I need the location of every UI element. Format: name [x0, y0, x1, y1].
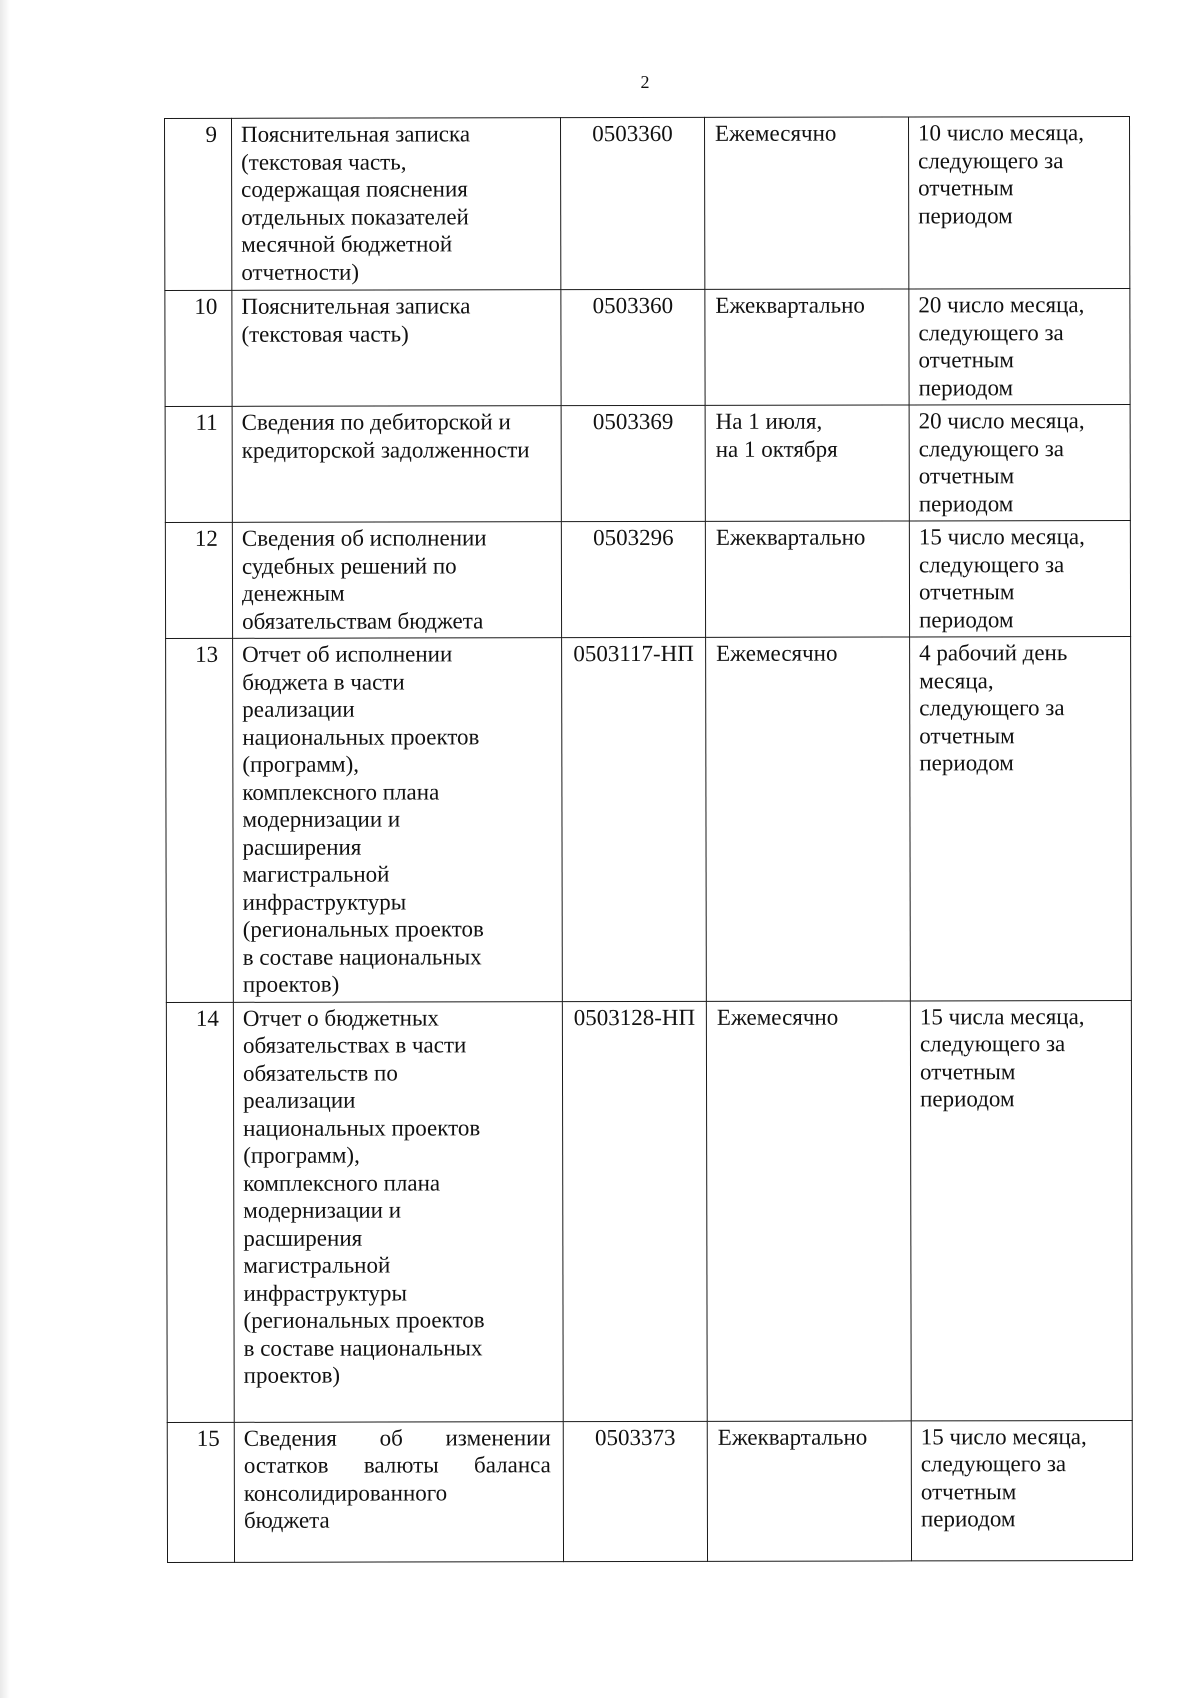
report-name-line: отдельных показателей: [241, 203, 469, 230]
periodicity-cell: [705, 289, 909, 405]
deadline-cell: [909, 288, 1130, 404]
report-name-line: (программ),: [243, 1142, 360, 1168]
form-code-cell: 0503360: [561, 117, 705, 289]
deadline-cell: [908, 116, 1129, 288]
report-name-line: бюджета: [243, 1507, 330, 1533]
deadline-cell: [911, 1420, 1132, 1560]
form-code-cell: 0503296: [561, 521, 705, 637]
periodicity-line: Ежеквартально: [715, 524, 866, 550]
report-name-line: Пояснительная записка: [241, 293, 471, 319]
report-name-line: магистральной: [243, 1252, 391, 1278]
report-name-cell: [234, 1421, 563, 1562]
deadline-line: следующего за: [918, 551, 1065, 577]
report-name-line: Сведения об изменении: [243, 1424, 551, 1451]
report-name-cell: [232, 522, 561, 639]
periodicity-cell: [706, 637, 911, 1001]
deadline-line: следующего за: [919, 695, 1065, 721]
periodicity-cell: [705, 405, 909, 521]
report-name-line: (региональных проектов: [243, 1307, 485, 1333]
report-name-cell: [233, 1001, 563, 1422]
deadline-line: 10 число месяца,: [918, 120, 1085, 146]
deadline-line: следующего за: [920, 1451, 1067, 1477]
report-name-line: остатков валюты баланса: [243, 1452, 551, 1478]
form-code-cell: 0503373: [563, 1421, 707, 1561]
report-name-line: бюджета в части: [242, 668, 405, 695]
report-name-cell: [232, 406, 561, 523]
report-name-line: Сведения по дебиторской и: [241, 409, 511, 435]
deadline-line: 15 число месяца,: [918, 524, 1085, 550]
report-name-line: реализации: [242, 696, 355, 722]
deadline-line: периодом: [918, 490, 1014, 516]
deadline-line: следующего за: [918, 435, 1065, 461]
deadline-line: отчетным: [919, 722, 1015, 748]
form-code-cell: 0503369: [561, 405, 705, 521]
row-number-cell: 14: [166, 1002, 234, 1422]
report-name-line: национальных проектов: [242, 723, 480, 750]
page-number: 2: [640, 72, 650, 92]
report-name-line: Пояснительная записка: [241, 121, 471, 147]
report-name-line: (текстовая часть): [241, 320, 409, 347]
report-name-line: кредиторской задолженности: [241, 436, 530, 463]
deadline-cell: [909, 404, 1130, 520]
reporting-forms-table: [164, 116, 1133, 1563]
table-row: [165, 116, 1130, 290]
report-name-line: расширения: [242, 834, 362, 860]
row-number-cell: 11: [165, 406, 232, 522]
report-name-line: месячной бюджетной: [241, 231, 453, 257]
deadline-line: следующего за: [919, 1031, 1066, 1057]
report-name-line: реализации: [243, 1087, 356, 1113]
report-name-cell: [232, 290, 561, 407]
form-code-cell: 0503360: [561, 289, 705, 405]
periodicity-cell: [706, 1000, 911, 1420]
table-row: [165, 288, 1130, 406]
report-name-line: инфраструктуры: [242, 888, 407, 915]
report-name-line: отчетности): [241, 259, 360, 285]
deadline-line: отчетным: [918, 579, 1015, 605]
periodicity-line: Ежемесячно: [716, 1004, 839, 1030]
periodicity-cell: [705, 521, 909, 637]
report-name-line: модернизации и: [243, 1197, 402, 1223]
periodicity-cell: [704, 117, 908, 289]
table-row: [166, 1000, 1132, 1422]
report-name-line: (региональных проектов: [242, 916, 484, 942]
row-number-cell: 15: [167, 1422, 234, 1562]
deadline-line: отчетным: [918, 463, 1015, 489]
report-name-line: Отчет о бюджетных: [242, 1004, 439, 1031]
report-name-line: обязательств по: [242, 1060, 398, 1086]
deadline-cell: [910, 1000, 1132, 1420]
deadline-line: отчетным: [918, 175, 1014, 201]
table-row: [165, 404, 1130, 522]
form-code-cell: 0503117-НП: [562, 637, 707, 1001]
deadline-line: следующего за: [918, 147, 1064, 173]
deadline-line: 15 числа месяца,: [919, 1003, 1085, 1029]
report-name-line: обязательствам бюджета: [242, 607, 484, 634]
periodicity-line: Ежеквартально: [717, 1424, 868, 1450]
report-name-line: содержащая пояснения: [241, 176, 468, 202]
periodicity-line: Ежемесячно: [715, 120, 837, 146]
report-name-line: комплексного плана: [242, 778, 440, 805]
report-name-line: расширения: [243, 1225, 363, 1251]
report-name-cell: [232, 118, 561, 291]
table-row: [166, 636, 1132, 1002]
deadline-line: 20 число месяца,: [918, 408, 1085, 434]
report-name-cell: [233, 638, 563, 1002]
periodicity-line: Ежеквартально: [715, 292, 865, 318]
deadline-line: периодом: [919, 750, 1014, 776]
report-name-line: в составе национальных: [243, 1334, 483, 1361]
report-name-line: консолидированного: [243, 1479, 448, 1506]
deadline-line: следующего за: [918, 319, 1064, 345]
deadline-line: периодом: [918, 374, 1014, 400]
periodicity-cell: [707, 1420, 911, 1560]
deadline-line: месяца,: [919, 667, 994, 693]
deadline-line: 15 число месяца,: [920, 1423, 1087, 1449]
deadline-cell: [910, 636, 1132, 1000]
scan-page-edge: [0, 0, 10, 1698]
deadline-line: периодом: [920, 1086, 1015, 1112]
report-name-line: (программ),: [242, 751, 360, 777]
report-name-line: проектов): [242, 971, 340, 997]
periodicity-line: Ежемесячно: [716, 640, 838, 666]
deadline-line: 4 рабочий день: [919, 640, 1068, 666]
periodicity-line: На 1 июля,: [715, 408, 823, 434]
report-name-line: Сведения об исполнении: [241, 525, 487, 551]
deadline-cell: [909, 520, 1130, 636]
report-name-line: национальных проектов: [243, 1114, 481, 1141]
deadline-line: отчетным: [918, 347, 1014, 373]
row-number-cell: 12: [165, 522, 232, 638]
report-name-line: магистральной: [242, 861, 390, 887]
report-name-line: судебных решений по: [241, 552, 457, 579]
report-name-line: Отчет об исполнении: [242, 641, 453, 667]
deadline-line: периодом: [920, 1506, 1016, 1532]
report-name-line: денежным: [241, 580, 345, 606]
deadline-line: отчетным: [919, 1058, 1016, 1084]
report-name-line: обязательствах в части: [242, 1032, 467, 1058]
form-code-cell: 0503128-НП: [562, 1001, 707, 1421]
report-name-line: комплексного плана: [243, 1169, 441, 1196]
report-name-line: в составе национальных: [242, 943, 482, 970]
report-name-line: (текстовая часть,: [241, 148, 407, 175]
row-number-cell: 13: [166, 638, 234, 1002]
deadline-line: отчетным: [920, 1478, 1017, 1504]
report-name-line: проектов): [243, 1362, 341, 1388]
report-name-line: инфраструктуры: [243, 1279, 408, 1306]
deadline-line: периодом: [919, 606, 1014, 632]
table-row: [167, 1420, 1132, 1562]
table-row: [165, 520, 1130, 638]
row-number-cell: 9: [165, 118, 232, 290]
deadline-line: 20 число месяца,: [918, 292, 1085, 318]
row-number-cell: 10: [165, 290, 232, 406]
report-name-line: модернизации и: [242, 806, 401, 832]
deadline-line: периодом: [918, 202, 1013, 228]
periodicity-line: на 1 октября: [715, 436, 838, 462]
